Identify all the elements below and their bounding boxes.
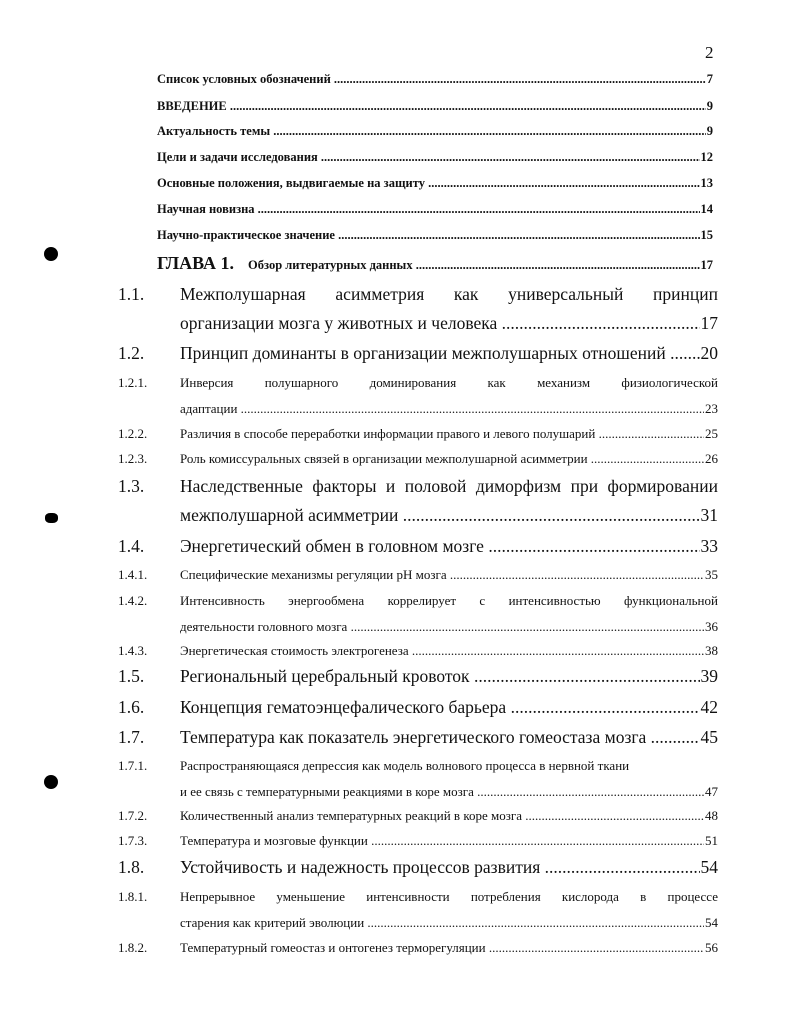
toc-entry-page: 15 <box>700 228 713 242</box>
section-number: 1.2.1. <box>118 375 148 390</box>
section-number: 1.2. <box>118 343 145 363</box>
toc-entry-symbols[interactable] <box>157 72 713 87</box>
section-page: 17 <box>700 313 718 333</box>
toc-entry-novelty[interactable] <box>157 202 713 217</box>
section-page: 35 <box>705 567 718 582</box>
section-title-line2: межполушарной асимметрии ..... 31 <box>180 505 718 526</box>
section-title-row: Количественный анализ температурных реакций в коре мозга ..... 48 <box>180 808 718 824</box>
section-title-row: Принцип доминанты в организации межполушарных отношений ..... 20 <box>180 343 718 364</box>
section-title-line2: старения как критерий эволюции ..... 54 <box>180 915 718 931</box>
section-number: 1.4.1. <box>118 567 148 582</box>
section-page: 25 <box>705 426 718 441</box>
section-number: 1.7.3. <box>118 833 148 848</box>
section-title-line1: Интенсивность энергообмена коррелирует с интенсивностью функциональной <box>180 593 718 608</box>
chapter-title: Обзор литературных данных ..... <box>248 258 699 273</box>
section-title-line1: Наследственные факторы и половой диморфизм при формировании <box>180 476 718 496</box>
section-title-row: Специфические механизмы регуляции pH мозга ..... 35 <box>180 567 718 583</box>
toc-entry-page: 14 <box>700 202 713 216</box>
section-number: 1.6. <box>118 697 145 717</box>
section-number: 1.5. <box>118 666 145 686</box>
section-number: 1.4.3. <box>118 643 148 658</box>
section-page: 31 <box>700 505 718 525</box>
section-title-line2: организации мозга у животных и человека ..... 17 <box>180 313 718 334</box>
section-title-line1: Непрерывное уменьшение интенсивности потребления кислорода в процессе <box>180 889 718 904</box>
section-page: 45 <box>700 727 718 747</box>
section-title-line2: адаптации ..... 23 <box>180 401 718 417</box>
section-page: 56 <box>705 940 718 955</box>
section-page: 39 <box>700 666 718 686</box>
section-page: 36 <box>705 619 718 634</box>
section-title-row: Температура и мозговые функции ..... 51 <box>180 833 718 849</box>
section-number: 1.8. <box>118 857 145 877</box>
section-number: 1.4. <box>118 536 145 556</box>
section-title-row: Температура как показатель энергетического гомеостаза мозга ..... 45 <box>180 727 718 748</box>
toc-entry-page: 9 <box>706 99 713 113</box>
section-title-row: Различия в способе переработки информации правого и левого полушарий ..... 25 <box>180 426 718 442</box>
toc-chapter-1[interactable] <box>157 253 713 274</box>
section-number: 1.3. <box>118 476 145 496</box>
section-number: 1.7. <box>118 727 145 747</box>
toc-entry-goals[interactable] <box>157 150 713 165</box>
section-page: 38 <box>705 643 718 658</box>
section-page: 48 <box>705 808 718 823</box>
toc-entry-page: 13 <box>700 176 713 190</box>
section-title-line1: Межполушарная асимметрия как универсальный принцип <box>180 284 718 304</box>
toc-entry-title: Актуальность темы ..... <box>157 124 706 139</box>
section-title-line1: Инверсия полушарного доминирования как механизм физиологической <box>180 375 718 390</box>
section-page: 42 <box>700 697 718 717</box>
toc-entry-practical[interactable] <box>157 228 713 243</box>
section-page: 54 <box>700 857 718 877</box>
section-number: 1.2.3. <box>118 451 148 466</box>
section-number: 1.4.2. <box>118 593 148 608</box>
section-title-line1: Распространяющаяся депрессия как модель волнового процесса в нервной ткани <box>180 758 630 773</box>
section-number: 1.1. <box>118 284 145 304</box>
section-number: 1.2.2. <box>118 426 148 441</box>
toc-entry-relevance[interactable] <box>157 124 713 139</box>
toc-entry-title: Цели и задачи исследования ..... <box>157 150 700 165</box>
chapter-page: 17 <box>700 258 713 272</box>
section-page: 54 <box>705 915 718 930</box>
section-title-row: Энергетическая стоимость электрогенеза ..... 38 <box>180 643 718 659</box>
section-number: 1.8.2. <box>118 940 148 955</box>
toc-entry-title: ВВЕДЕНИЕ ..... <box>157 99 706 114</box>
section-title-row: Энергетический обмен в головном мозге ..... 33 <box>180 536 718 557</box>
section-title-row: Региональный церебральный кровоток ..... 39 <box>180 666 718 687</box>
section-title-row: Роль комиссуральных связей в организации межполушарной асимметрии ..... 26 <box>180 451 718 467</box>
section-title-row: Устойчивость и надежность процессов развития ..... 54 <box>180 857 718 878</box>
toc-entry-introduction[interactable] <box>157 99 713 114</box>
section-number: 1.7.2. <box>118 808 148 823</box>
scan-blot-1 <box>44 247 58 261</box>
page-number: 2 <box>705 43 714 62</box>
toc-entry-page: 7 <box>706 72 713 86</box>
section-page: 51 <box>705 833 718 848</box>
toc-entry-page: 12 <box>700 150 713 164</box>
section-title-line2: деятельности головного мозга ..... 36 <box>180 619 718 635</box>
section-page: 23 <box>705 401 718 416</box>
section-page: 47 <box>705 784 718 799</box>
section-page: 33 <box>700 536 718 556</box>
toc-entry-title: Список условных обозначений ..... <box>157 72 706 87</box>
toc-entry-thesis-points[interactable] <box>157 176 713 191</box>
chapter-label: ГЛАВА 1. <box>157 253 235 273</box>
section-title-line2: и ее связь с температурными реакциями в коре мозга ..... 47 <box>180 784 718 800</box>
section-number: 1.8.1. <box>118 889 148 904</box>
toc-entry-page: 9 <box>706 124 713 138</box>
section-title-row: Температурный гомеостаз и онтогенез терморегуляции ..... 56 <box>180 940 718 956</box>
scan-blot-3 <box>44 775 58 789</box>
toc-entry-title: Научно-практическое значение ..... <box>157 228 700 243</box>
section-page: 20 <box>700 343 718 363</box>
section-page: 26 <box>705 451 718 466</box>
toc-entry-title: Научная новизна ..... <box>157 202 700 217</box>
section-number: 1.7.1. <box>118 758 148 773</box>
scan-blot-2 <box>45 513 58 523</box>
section-title-row: Концепция гематоэнцефалического барьера ..... 42 <box>180 697 718 718</box>
toc-entry-title: Основные положения, выдвигаемые на защиту ..... <box>157 176 700 191</box>
